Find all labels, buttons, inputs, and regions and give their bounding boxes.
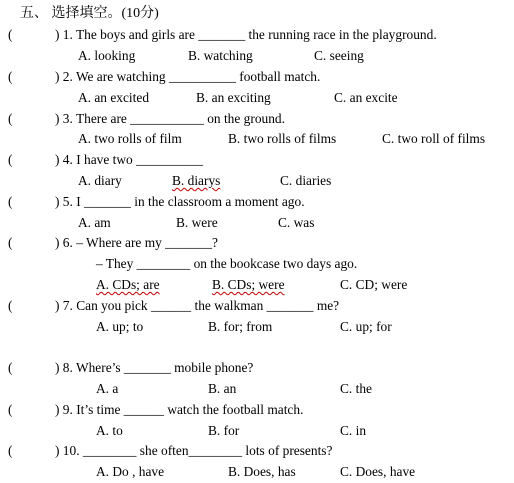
option-c: C. an excite <box>334 90 398 105</box>
option-a: A. am <box>78 215 111 230</box>
option-c: C. the <box>340 381 372 396</box>
answer-paren: ( <box>8 235 13 250</box>
question-stem: ) 10. ________ she often________ lots of presents? <box>55 443 333 458</box>
option-b: B. Does, has <box>228 464 296 479</box>
answer-paren: ( <box>8 443 13 458</box>
option-b: B. for; from <box>208 319 273 334</box>
option-c: C. diaries <box>280 173 332 188</box>
answer-paren: ( <box>8 27 13 42</box>
option-b: B. an exciting <box>196 90 271 105</box>
question-stem: ) 3. There are ___________ on the ground. <box>55 111 285 126</box>
answer-paren: ( <box>8 194 13 209</box>
question-stem: ) 1. The boys and girls are _______ the running race in the playground. <box>55 27 437 42</box>
option-b: B. diarys <box>172 173 221 188</box>
question-stem: ) 4. I have two __________ <box>55 152 204 167</box>
option-b: B. an <box>208 381 237 396</box>
option-b: B. two rolls of films <box>228 131 337 146</box>
answer-paren: ( <box>8 298 13 313</box>
option-b: B. CDs; were <box>212 277 285 292</box>
section-title: 五、 选择填空。(10分) <box>20 6 159 21</box>
question-stem: ) 8. Where’s _______ mobile phone? <box>55 360 254 375</box>
option-b: B. were <box>176 215 218 230</box>
option-c: C. two roll of films <box>382 131 486 146</box>
question-stem: ) 7. Can you pick ______ the walkman _______ me? <box>55 298 340 313</box>
answer-paren: ( <box>8 402 13 417</box>
option-a: A. two rolls of film <box>78 131 182 146</box>
question-stem: ) 2. We are watching __________ football match. <box>55 69 321 84</box>
option-a: A. looking <box>78 48 136 63</box>
answer-paren: ( <box>8 360 13 375</box>
option-c: C. in <box>340 423 367 438</box>
option-c: C. was <box>278 215 315 230</box>
answer-paren: ( <box>8 111 13 126</box>
option-a: A. a <box>96 381 119 396</box>
option-c: C. Does, have <box>340 464 416 479</box>
option-a: A. an excited <box>78 90 150 105</box>
question-stem-2: – They ________ on the bookcase two days ago. <box>96 256 358 271</box>
question-stem: ) 9. It’s time ______ watch the football match. <box>55 402 304 417</box>
question-stem: ) 6. – Where are my _______? <box>55 235 218 250</box>
option-a: A. up; to <box>96 319 144 334</box>
question-stem: ) 5. I _______ in the classroom a moment ago. <box>55 194 305 209</box>
option-c: C. CD; were <box>340 277 408 292</box>
option-a: A. Do , have <box>96 464 165 479</box>
option-b: B. watching <box>188 48 253 63</box>
option-a: A. to <box>96 423 123 438</box>
answer-paren: ( <box>8 152 13 167</box>
answer-paren: ( <box>8 69 13 84</box>
option-b: B. for <box>208 423 240 438</box>
option-c: C. up; for <box>340 319 392 334</box>
option-c: C. seeing <box>314 48 364 63</box>
option-a: A. CDs; are <box>96 277 160 292</box>
option-a: A. diary <box>78 173 122 188</box>
